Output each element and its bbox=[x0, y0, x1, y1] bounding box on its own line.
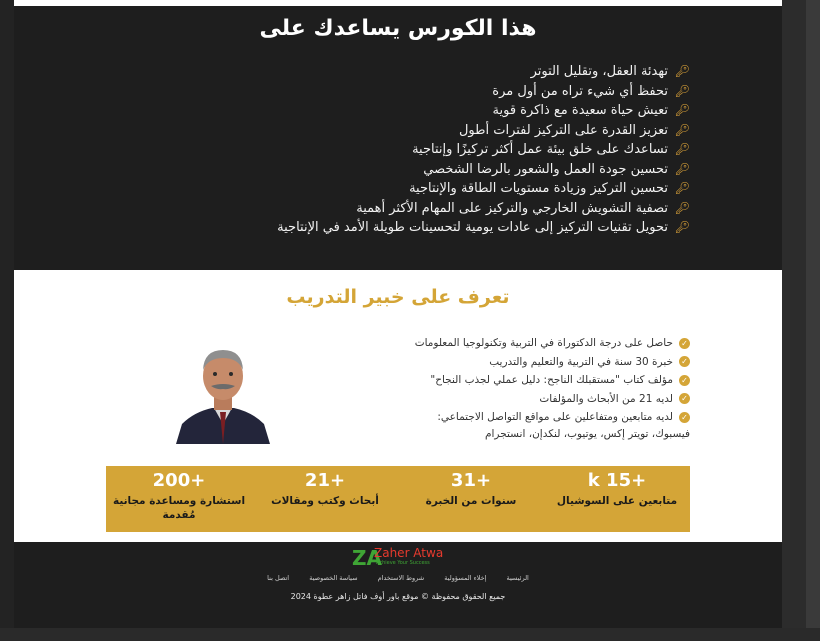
footer-link-contact[interactable]: اتصل بنا bbox=[267, 574, 290, 582]
expert-photo bbox=[174, 342, 272, 444]
key-icon: 🔑︎ bbox=[674, 181, 690, 195]
key-icon: 🔑︎ bbox=[674, 220, 690, 234]
stat-label: سنوات من الخبرة bbox=[425, 495, 517, 507]
list-item: ✓ مؤلف كتاب "مستقبلك الناجح: دليل عملي لجذب النجاح" bbox=[370, 371, 690, 390]
check-circle-icon: ✓ bbox=[679, 412, 690, 423]
key-icon: 🔑︎ bbox=[674, 64, 690, 78]
expert-section bbox=[14, 270, 782, 542]
stat-label: أبحاث وكتب ومقالات bbox=[271, 495, 379, 507]
stat-number: +15 k bbox=[587, 470, 647, 491]
list-item: 🔑︎ تهدئة العقل، وتقليل التوتر bbox=[130, 62, 690, 82]
list-item: ✓ لديه 21 من الأبحاث والمؤلفات bbox=[370, 390, 690, 409]
list-item: 🔑︎ تساعدك على خلق بيئة عمل أكثر تركيزًا وإنتاجية bbox=[130, 140, 690, 160]
credentials-list bbox=[370, 334, 690, 427]
list-item: 🔑︎ تحويل تقنيات التركيز إلى عادات يومية لتحسينات طويلة الأمد في الإنتاجية bbox=[130, 218, 690, 238]
logo-tagline: Achieve Your Success bbox=[376, 560, 430, 566]
footer-link-home[interactable]: الرئيسية bbox=[506, 574, 529, 582]
list-item: ✓ حاصل على درجة الدكتوراة في التربية وتكنولوجيا المعلومات bbox=[370, 334, 690, 353]
stat-label: استشارة ومساعدة مجانية مُقدمة bbox=[112, 495, 246, 521]
benefits-title: هذا الكورس يساعدك على bbox=[259, 16, 537, 41]
scrollbar[interactable] bbox=[806, 0, 820, 641]
check-circle-icon: ✓ bbox=[679, 338, 690, 349]
check-circle-icon: ✓ bbox=[679, 393, 690, 404]
stat-consultations bbox=[106, 466, 252, 532]
expert-portrait bbox=[174, 342, 272, 444]
benefits-section bbox=[14, 6, 782, 270]
benefits-list bbox=[130, 62, 690, 238]
key-icon: 🔑︎ bbox=[674, 161, 690, 176]
expert-title: تعرف على خبير التدريب bbox=[286, 286, 510, 308]
logo-text: Zaher Atwa bbox=[374, 546, 444, 560]
footer-nav bbox=[14, 574, 782, 582]
page bbox=[14, 0, 782, 641]
key-icon: 🔑︎ bbox=[674, 200, 690, 215]
key-icon: 🔑︎ bbox=[674, 142, 690, 156]
list-item: 🔑︎ تحسين جودة العمل والشعور بالرضا الشخصي bbox=[130, 160, 690, 180]
stat-followers bbox=[544, 466, 690, 532]
stat-number: +200 bbox=[152, 470, 206, 491]
check-circle-icon: ✓ bbox=[679, 375, 690, 386]
list-item: ✓ خبرة 30 سنة في التربية والتعليم والتدريب bbox=[370, 353, 690, 372]
key-icon: 🔑︎ bbox=[674, 122, 690, 137]
stat-number: +31 bbox=[450, 470, 492, 491]
site-logo[interactable] bbox=[352, 546, 472, 568]
list-item: 🔑︎ تحسين التركيز وزيادة مستويات الطاقة والإنتاجية bbox=[130, 179, 690, 199]
footer-link-terms[interactable]: شروط الاستخدام bbox=[377, 574, 425, 582]
stat-number: +21 bbox=[304, 470, 346, 491]
list-item: ✓ لديه متابعين ومتفاعلين على مواقع التواصل الاجتماعي: bbox=[370, 408, 690, 427]
copyright-text: جميع الحقوق محفوظة © موقع باور أوف فاتل زاهر عطوة 2024 bbox=[290, 592, 506, 601]
stat-experience bbox=[398, 466, 544, 532]
list-item: 🔑︎ تعيش حياة سعيدة مع ذاكرة قوية bbox=[130, 101, 690, 121]
social-platforms: فيسبوك، تويتر إكس، يوتيوب، لنكدإن، انستجرام bbox=[485, 428, 690, 440]
key-icon: 🔑︎ bbox=[674, 83, 690, 98]
list-item: 🔑︎ تصفية التشويش الخارجي والتركيز على المهام الأكثر أهمية bbox=[130, 199, 690, 219]
stat-label: متابعين على السوشيال bbox=[556, 495, 678, 507]
footer-link-privacy[interactable]: سياسة الخصوصية bbox=[309, 574, 358, 582]
key-icon: 🔑︎ bbox=[674, 103, 690, 117]
list-item: 🔑︎ تحفظ أي شيء تراه من أول مرة bbox=[130, 82, 690, 102]
check-circle-icon: ✓ bbox=[679, 356, 690, 367]
stat-research bbox=[252, 466, 398, 532]
footer-link-disclaimer[interactable]: إخلاء المسؤولية bbox=[444, 574, 487, 582]
site-footer bbox=[14, 542, 782, 628]
bottom-band bbox=[0, 628, 820, 641]
list-item: 🔑︎ تعزيز القدرة على التركيز لفترات أطول bbox=[130, 121, 690, 141]
logo-mark-icon: ZA bbox=[352, 546, 382, 570]
stats-bar bbox=[106, 466, 690, 532]
